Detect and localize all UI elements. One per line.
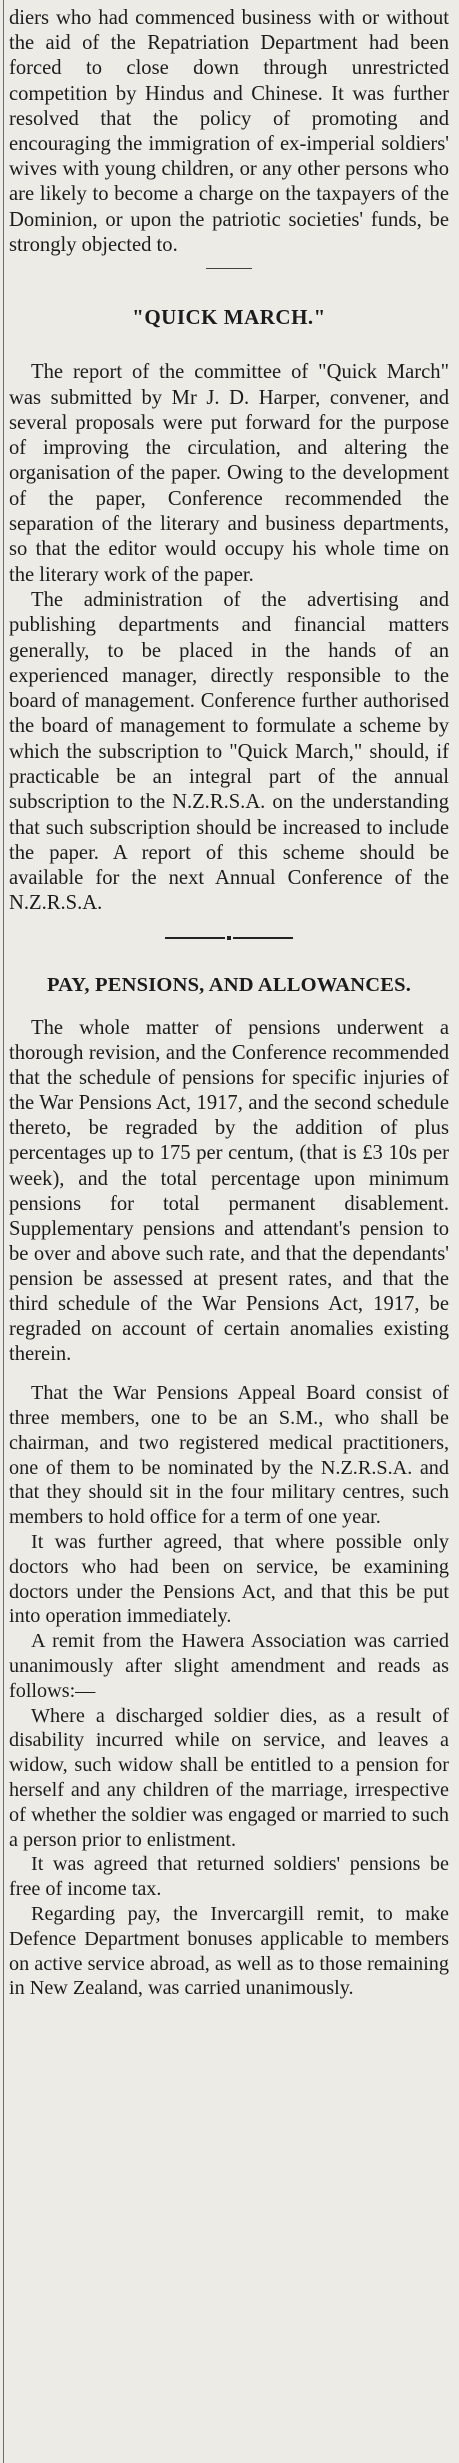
quick-march-section: [9, 360, 449, 917]
quick-march-paragraph: The report of the committee of "Quick March" was submitted by Mr J. D. Harper, convener, and several proposals were put forward for the purpose of improving the circulation, and altering the organisation of the paper. Owing to the development of the paper, Conference recommended the separation of the literary and business departments, so that the editor would occupy his whole time on the literary work of the paper.: [9, 361, 449, 586]
quick-march-paragraph: The administration of the advertising and publishing departments and financial matters generally, to be placed in the hands of an experienced manager, directly responsible to the board of management. Conference further authorised the board of management to formulate a scheme by which the subscription to "Quick March," should, if practicable be an integral part of the annual subscription to the N.Z.R.S.A. on the understanding that such subscription should be increased to include the paper. A report of this scheme should be available for the next Annual Conference of the N.Z.R.S.A.: [9, 588, 449, 915]
column-rule: [3, 0, 4, 2463]
resolution-paragraph: Where a discharged soldier dies, as a result of disability incurred while on service, and leaves a widow, such widow shall be entitled to a pension for herself and any children of the marriage, irrespective of whether the soldier was engaged or married to such a person prior to enlistment.: [9, 1704, 449, 1851]
short-divider: [206, 268, 252, 269]
resolution-paragraph: That the War Pensions Appeal Board consist of three members, one to be an S.M., who shall be chairman, and two registered medical practitioners, one of them to be nominated by the N.Z.R.S.A. and that they should sit in the four military centres, such members to hold office for a term of one year.: [9, 1382, 449, 1529]
resolution-paragraph: Regarding pay, the Invercargill remit, to make Defence Department bonuses applicable to members on active service abroad, as well as to those remaining in New Zealand, was carried unanimously.: [9, 1903, 449, 2000]
resolution-paragraph: A remit from the Hawera Association was carried unanimously after slight amendment and reads as follows:—: [9, 1630, 449, 1702]
resolution-paragraph: It was agreed that returned soldiers' pensions be free of income tax.: [9, 1853, 449, 1901]
intro-paragraph: diers who had commenced business with or without the aid of the Repatriation Department had been forced to close down through unrestricted competition by Hindus and Chinese. It was further resolved that the policy of promoting and encouraging the immigration of ex-imperial soldiers' wives with young children, or any other persons who are likely to become a charge on the taxpayers of the Dominion, or upon the patriotic societies' funds, be strongly objected to.: [9, 7, 449, 256]
pay-pensions-section: [9, 1016, 449, 1367]
section-heading-quick-march: "QUICK MARCH.": [132, 305, 326, 330]
section-heading-pay-pensions: PAY, PENSIONS, AND ALLOWANCES.: [46, 973, 412, 996]
resolution-paragraph: It was further agreed, that where possible only doctors who had been on service, be examining doctors under the Pensions Act, and that this be put into operation immediately.: [9, 1531, 449, 1628]
pay-pensions-resolutions: [9, 1381, 449, 2001]
article-body: [9, 6, 449, 2001]
pay-pensions-paragraph: The whole matter of pensions underwent a thorough revision, and the Conference recommended that the schedule of pensions for specific injuries of the War Pensions Act, 1917, and the second schedule thereto, be regraded by the addition of plus percentages up to 175 per centum, (that is £3 10s per week), and the total percentage upon minimum pensions for total permanent disablement. Supplementary pensions and attendant's pension to be over and above such rate, and that the dependants' pension be assessed at present rates, and that the third schedule of the War Pensions Act, 1917, be regraded on account of certain anomalies existing therein.: [9, 1016, 449, 1366]
section-divider: [9, 931, 449, 945]
